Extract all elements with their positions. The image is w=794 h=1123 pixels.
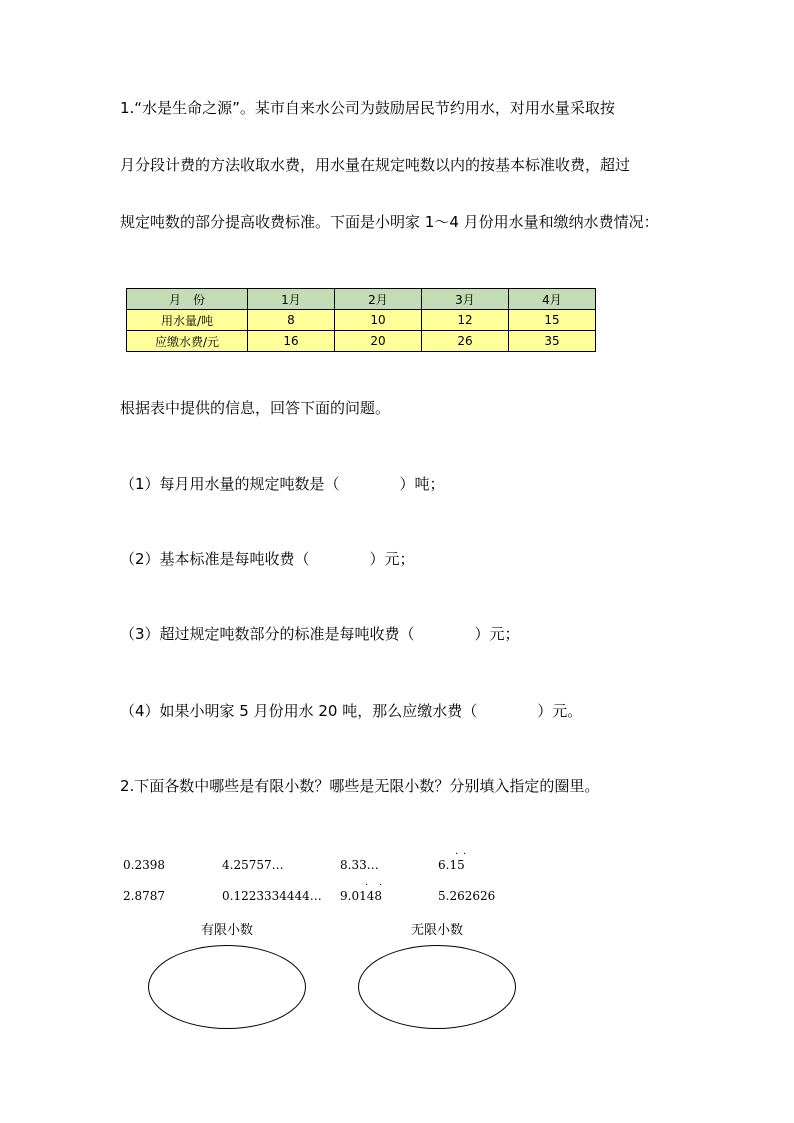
q1-intro: 根据表中提供的信息，回答下面的问题。 xyxy=(120,399,391,417)
infinite-decimal-label: 无限小数 xyxy=(411,923,464,938)
q1-sub-question-2: （2）基本标准是每吨收费（ ）元； xyxy=(120,550,415,568)
repeat-dot-icon: · xyxy=(463,849,467,860)
q1-sub-question-4: （4）如果小明家 5 月份用水 20 吨，那么应缴水费（ ）元。 xyxy=(120,702,583,720)
repeating-decimal-text: 9.0148 xyxy=(340,889,382,903)
table-row-label: 用水量/吨 xyxy=(127,310,248,331)
q2-title: 2.下面各数中哪些是有限小数？哪些是无限小数？分别填入指定的圈里。 xyxy=(120,777,600,795)
table-cell: 35 xyxy=(509,331,596,352)
finite-decimal-circle[interactable] xyxy=(148,945,306,1029)
table-header-cell: 4月 xyxy=(509,289,596,310)
table-cell: 16 xyxy=(248,331,335,352)
table-cell: 15 xyxy=(509,310,596,331)
q1-sub-question-1: （1）每月用水量的规定吨数是（ ）吨； xyxy=(120,475,445,493)
number-item: 2.8787 xyxy=(123,889,165,903)
table-cell: 10 xyxy=(335,310,422,331)
table-row xyxy=(127,331,596,352)
number-item: 4.25757… xyxy=(222,858,284,872)
table-header-cell: 3月 xyxy=(422,289,509,310)
finite-decimal-label: 有限小数 xyxy=(201,923,254,938)
water-fee-table xyxy=(126,288,596,352)
table-cell: 20 xyxy=(335,331,422,352)
q1-sub-question-3: （3）超过规定吨数部分的标准是每吨收费（ ）元； xyxy=(120,625,520,643)
table-header-row xyxy=(127,289,596,310)
table-header-cell: 1月 xyxy=(248,289,335,310)
repeat-dot-icon: · xyxy=(455,849,459,860)
table-cell: 8 xyxy=(248,310,335,331)
number-item: 0.2398 xyxy=(123,858,165,872)
q1-line-3: 规定吨数的部分提高收费标准。下面是小明家 1～4 月份用水量和缴纳水费情况： xyxy=(120,213,659,231)
repeating-decimal-text: 6.15 xyxy=(438,858,465,872)
infinite-decimal-circle[interactable] xyxy=(358,945,516,1029)
table-cell: 12 xyxy=(422,310,509,331)
number-item: 0.1223334444… xyxy=(222,889,322,903)
repeat-dot-icon: · xyxy=(365,880,369,891)
table-header-cell: 月 份 xyxy=(127,289,248,310)
number-item xyxy=(438,849,467,873)
number-item: 8.33… xyxy=(340,858,379,872)
q1-line-2: 月分段计费的方法收取水费，用水量在规定吨数以内的按基本标准收费，超过 xyxy=(120,156,631,174)
number-item xyxy=(340,880,383,904)
table-row-label: 应缴水费/元 xyxy=(127,331,248,352)
table-header-cell: 2月 xyxy=(335,289,422,310)
table-cell: 26 xyxy=(422,331,509,352)
number-item: 5.262626 xyxy=(438,889,496,903)
table-row xyxy=(127,310,596,331)
q1-line-1: 1.“水是生命之源”。某市自来水公司为鼓励居民节约用水，对用水量采取按 xyxy=(120,99,615,117)
repeat-dot-icon: · xyxy=(379,880,383,891)
